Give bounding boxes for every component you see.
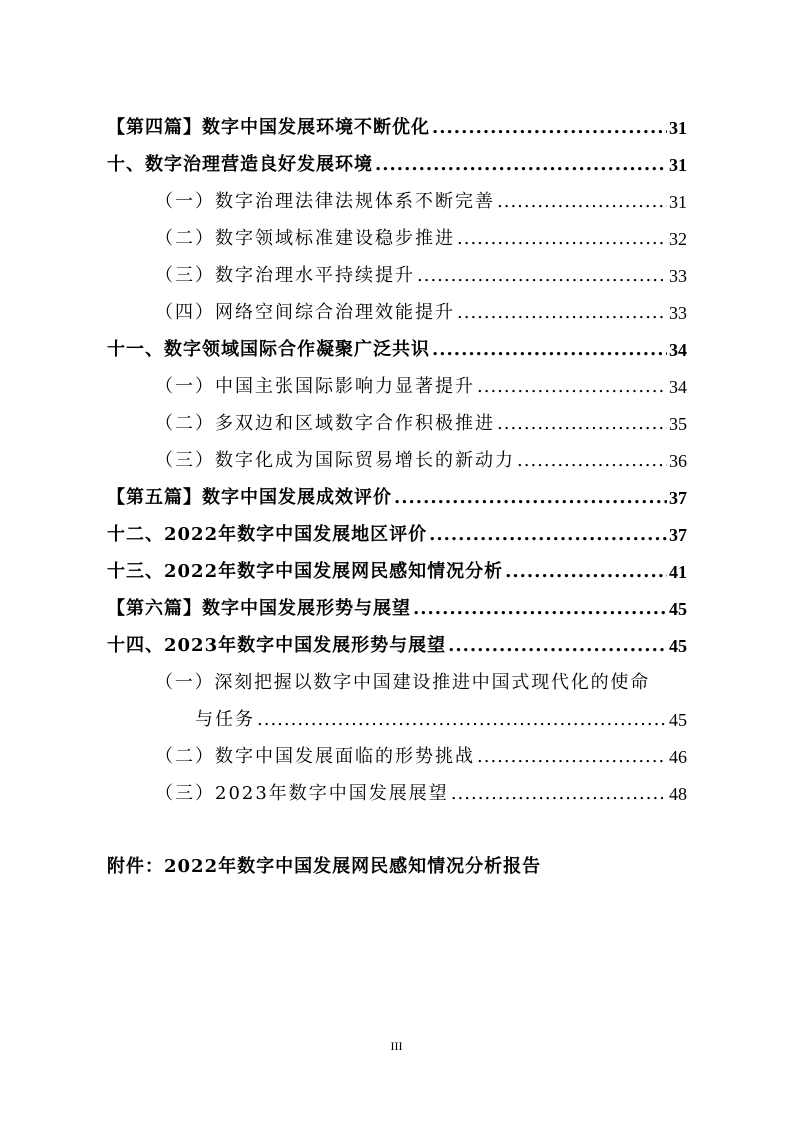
- toc-entry[interactable]: [107, 435, 687, 472]
- toc-entry-title: 十、数字治理营造良好发展环境: [107, 154, 373, 175]
- toc-leader-dots: [477, 746, 667, 768]
- toc-entry-title: （三）数字化成为国际贸易增长的新动力: [155, 450, 515, 471]
- toc-leader-dots: [477, 376, 667, 398]
- toc-entry[interactable]: [107, 620, 687, 657]
- toc-entry-page: 37: [669, 488, 687, 508]
- toc-entry[interactable]: [107, 102, 687, 139]
- toc-entry[interactable]: [107, 139, 687, 176]
- toc-entry[interactable]: [107, 546, 687, 583]
- toc-entry-page: 31: [669, 155, 687, 175]
- toc-entry[interactable]: [107, 287, 687, 324]
- toc-entry-title: 十二、2022年数字中国发展地区评价: [107, 524, 428, 545]
- toc-entry-title: （一）深刻把握以数字中国建设推进中国式现代化的使命: [155, 672, 650, 693]
- page-number: III: [390, 1039, 403, 1053]
- toc-entry[interactable]: [107, 768, 687, 805]
- toc-entry-title: 十一、数字领域国际合作凝聚广泛共识: [107, 339, 430, 360]
- toc-entry-page: 35: [669, 414, 687, 434]
- toc-entry[interactable]: [107, 509, 687, 546]
- toc-entry-page: 45: [669, 599, 687, 619]
- toc-entry-title: （一）数字治理法律法规体系不断完善: [155, 191, 495, 212]
- toc-leader-dots: [457, 302, 667, 324]
- toc-entry-page: 34: [669, 377, 687, 397]
- toc-leader-dots: [448, 635, 667, 657]
- toc-leader-dots: [517, 450, 667, 472]
- toc-entry[interactable]: [107, 731, 687, 768]
- toc-entry-page: 36: [669, 451, 687, 471]
- toc-entry-page: 31: [669, 118, 687, 138]
- toc-leader-dots: [505, 561, 667, 583]
- toc-entry-title: 十三、2022年数字中国发展网民感知情况分析: [107, 561, 504, 582]
- toc-leader-dots: [451, 783, 667, 805]
- toc-entry-title: 【第五篇】数字中国发展成效评价: [107, 487, 392, 508]
- toc-entry-page: 45: [669, 636, 687, 656]
- toc-entry-title: （二）多双边和区域数字合作积极推进: [155, 413, 495, 434]
- toc-entry-title: （三）数字治理水平持续提升: [155, 265, 415, 286]
- toc-entry-title: 与任务: [195, 709, 255, 730]
- toc-leader-dots: [429, 524, 667, 546]
- toc-entry-title: （二）数字领域标准建设稳步推进: [155, 228, 455, 249]
- toc-leader-dots: [257, 709, 667, 731]
- toc-entry[interactable]: [107, 213, 687, 250]
- toc-entry[interactable]: [107, 472, 687, 509]
- toc-entry-page: 41: [669, 562, 687, 582]
- toc-leader-dots: [497, 191, 667, 213]
- toc-entry-page: 31: [669, 192, 687, 212]
- toc-entry-page: 33: [669, 266, 687, 286]
- toc-entry-page: 45: [669, 710, 687, 730]
- toc-leader-dots: [375, 154, 667, 176]
- table-of-contents: [107, 102, 687, 805]
- toc-entry[interactable]: [107, 583, 687, 620]
- toc-entry-title: 【第六篇】数字中国发展形势与展望: [107, 598, 411, 619]
- toc-entry-page: 34: [669, 340, 687, 360]
- toc-entry[interactable]: [107, 176, 687, 213]
- appendix-title[interactable]: 附件：2022年数字中国发展网民感知情况分析报告: [107, 856, 542, 877]
- toc-entry-title: 【第四篇】数字中国发展环境不断优化: [107, 117, 430, 138]
- toc-entry-title: 十四、2023年数字中国发展形势与展望: [107, 635, 447, 656]
- toc-entry-page: 32: [669, 229, 687, 249]
- toc-leader-dots: [417, 265, 667, 287]
- toc-leader-dots: [432, 339, 667, 361]
- toc-entry-page: 33: [669, 303, 687, 323]
- toc-leader-dots: [457, 228, 667, 250]
- toc-entry[interactable]: [107, 361, 687, 398]
- toc-entry-title: （三）2023年数字中国发展展望: [155, 783, 449, 804]
- toc-entry-title: （一）中国主张国际影响力显著提升: [155, 376, 475, 397]
- toc-entry[interactable]: [107, 398, 687, 435]
- toc-entry[interactable]: [107, 250, 687, 287]
- toc-leader-dots: [497, 413, 667, 435]
- toc-entry-title: （二）数字中国发展面临的形势挑战: [155, 746, 475, 767]
- toc-entry-page: 37: [669, 525, 687, 545]
- toc-entry[interactable]: [107, 657, 687, 694]
- toc-entry-page: 46: [669, 747, 687, 767]
- toc-entry-continuation[interactable]: [107, 694, 687, 731]
- toc-leader-dots: [432, 117, 667, 139]
- toc-entry-title: （四）网络空间综合治理效能提升: [155, 302, 455, 323]
- toc-entry[interactable]: [107, 324, 687, 361]
- toc-leader-dots: [394, 487, 667, 509]
- toc-entry-page: 48: [669, 784, 687, 804]
- toc-leader-dots: [413, 598, 667, 620]
